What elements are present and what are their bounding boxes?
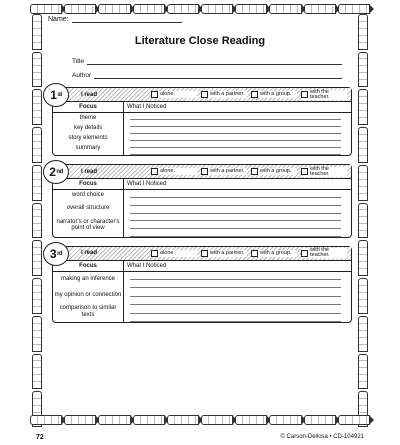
focus-item: my opinion or connection bbox=[54, 292, 122, 299]
writing-line[interactable] bbox=[130, 297, 341, 305]
checkbox-icon[interactable] bbox=[151, 250, 158, 257]
focus-item: theme bbox=[79, 114, 97, 121]
read-option-label: with the teacher. bbox=[310, 165, 330, 177]
read-option-checkbox[interactable] bbox=[151, 91, 197, 98]
section-1 bbox=[52, 87, 352, 156]
writing-line[interactable] bbox=[130, 148, 341, 155]
title-label: Title bbox=[72, 58, 85, 65]
read-option-label: with a group. bbox=[260, 168, 292, 175]
read-option-label: with a partner. bbox=[210, 168, 245, 175]
i-read-label: I read bbox=[81, 168, 98, 175]
section-header bbox=[53, 165, 351, 179]
left-pencil-border bbox=[32, 14, 42, 427]
read-option-checkbox[interactable] bbox=[301, 248, 347, 258]
worksheet bbox=[48, 16, 352, 323]
checkbox-icon[interactable] bbox=[151, 91, 158, 98]
ordinal-suffix: st bbox=[57, 92, 62, 98]
writing-line[interactable] bbox=[130, 288, 341, 296]
read-option-label: with the teacher. bbox=[310, 247, 330, 259]
page-title: Literature Close Reading bbox=[134, 35, 266, 47]
ordinal-number: 1 bbox=[50, 88, 57, 102]
focus-header: Focus bbox=[53, 261, 123, 272]
writing-line[interactable] bbox=[130, 280, 341, 288]
ordinal-suffix: rd bbox=[57, 250, 63, 257]
notice-column bbox=[124, 261, 351, 322]
read-option-label: with a partner. bbox=[210, 91, 245, 97]
focus-item: key details bbox=[73, 124, 103, 131]
read-option-checkbox[interactable] bbox=[251, 91, 297, 98]
bottom-pencil-border bbox=[30, 415, 370, 425]
notice-header: What I Noticed bbox=[124, 102, 351, 113]
writing-line[interactable] bbox=[130, 221, 341, 229]
read-option-label: with a group. bbox=[260, 249, 292, 256]
checkbox-icon[interactable] bbox=[251, 168, 258, 175]
focus-item: summary bbox=[75, 144, 101, 151]
focus-header: Focus bbox=[53, 102, 123, 113]
focus-column bbox=[53, 261, 124, 322]
notice-column bbox=[124, 102, 351, 155]
author-field[interactable] bbox=[94, 78, 342, 79]
focus-item: word choice bbox=[71, 192, 104, 199]
writing-line[interactable] bbox=[130, 134, 341, 141]
page-footer bbox=[36, 434, 364, 441]
writing-line[interactable] bbox=[130, 141, 341, 148]
copyright: © Carson-Dellosa • CD-104921 bbox=[280, 434, 364, 440]
section-body bbox=[53, 179, 351, 236]
ordinal-number: 2 bbox=[49, 165, 56, 180]
focus-item: narrator's or character's point of view bbox=[56, 218, 120, 232]
ordinal-number: 3 bbox=[49, 246, 57, 261]
section-2 bbox=[49, 164, 352, 237]
focus-item: comparison to similar texts bbox=[59, 305, 117, 318]
writing-line[interactable] bbox=[130, 314, 341, 322]
checkbox-icon[interactable] bbox=[201, 91, 208, 98]
notice-header: What I Noticed bbox=[124, 261, 351, 272]
read-option-checkbox[interactable] bbox=[201, 91, 247, 98]
checkbox-icon[interactable] bbox=[301, 168, 308, 175]
read-option-label: alone. bbox=[160, 249, 175, 256]
read-option-checkbox[interactable] bbox=[251, 168, 297, 175]
focus-column bbox=[53, 179, 124, 236]
title-row bbox=[72, 55, 352, 65]
name-field[interactable] bbox=[72, 22, 182, 23]
writing-line[interactable] bbox=[130, 120, 341, 127]
read-option-checkbox[interactable] bbox=[301, 167, 347, 177]
top-pencil-border bbox=[30, 4, 370, 14]
checkbox-icon[interactable] bbox=[301, 250, 308, 257]
title-field[interactable] bbox=[87, 64, 342, 65]
section-header bbox=[53, 88, 351, 102]
focus-column bbox=[53, 102, 124, 155]
focus-item: making an inference bbox=[60, 276, 116, 283]
writing-line[interactable] bbox=[130, 206, 341, 214]
reading-sections bbox=[48, 87, 352, 323]
page-number: 72 bbox=[36, 434, 44, 441]
section-ordinal-badge bbox=[43, 83, 69, 107]
focus-item: story elements bbox=[68, 134, 108, 141]
focus-header: Focus bbox=[53, 179, 123, 190]
author-label: Author bbox=[72, 72, 92, 79]
section-ordinal-badge bbox=[43, 242, 69, 266]
checkbox-icon[interactable] bbox=[201, 250, 208, 257]
section-3 bbox=[49, 246, 352, 323]
read-option-checkbox[interactable] bbox=[151, 168, 197, 175]
read-option-label: with a partner. bbox=[210, 249, 245, 256]
checkbox-icon[interactable] bbox=[251, 91, 258, 98]
ordinal-suffix: nd bbox=[56, 169, 63, 176]
writing-line[interactable] bbox=[130, 113, 341, 120]
read-option-label: alone. bbox=[160, 168, 175, 175]
checkbox-icon[interactable] bbox=[301, 91, 308, 98]
read-option-checkbox[interactable] bbox=[301, 90, 347, 100]
writing-line[interactable] bbox=[130, 229, 341, 237]
writing-line[interactable] bbox=[130, 198, 341, 206]
checkbox-icon[interactable] bbox=[151, 168, 158, 175]
checkbox-icon[interactable] bbox=[201, 168, 208, 175]
notice-column bbox=[124, 179, 351, 236]
read-option-label: with the teacher. bbox=[310, 88, 330, 100]
checkbox-icon[interactable] bbox=[251, 250, 258, 257]
writing-line[interactable] bbox=[130, 305, 341, 313]
writing-line[interactable] bbox=[130, 214, 341, 222]
i-read-label: I read bbox=[81, 91, 98, 98]
section-header bbox=[53, 247, 351, 261]
right-pencil-border bbox=[358, 14, 368, 427]
writing-line[interactable] bbox=[130, 190, 341, 198]
section-body bbox=[53, 102, 351, 155]
read-option-checkbox[interactable] bbox=[201, 250, 247, 257]
focus-item: overall structure bbox=[66, 205, 110, 212]
writing-line[interactable] bbox=[130, 272, 341, 280]
read-option-label: with a group. bbox=[260, 91, 292, 97]
read-option-label: alone. bbox=[160, 91, 175, 97]
notice-header: What I Noticed bbox=[124, 179, 351, 190]
name-row bbox=[48, 16, 352, 23]
name-label: Name: bbox=[48, 16, 69, 23]
author-row bbox=[72, 69, 352, 79]
read-option-checkbox[interactable] bbox=[151, 250, 197, 257]
read-option-checkbox[interactable] bbox=[251, 250, 297, 257]
section-body bbox=[53, 261, 351, 322]
i-read-label: I read bbox=[81, 250, 98, 257]
writing-line[interactable] bbox=[130, 127, 341, 134]
read-option-checkbox[interactable] bbox=[201, 168, 247, 175]
